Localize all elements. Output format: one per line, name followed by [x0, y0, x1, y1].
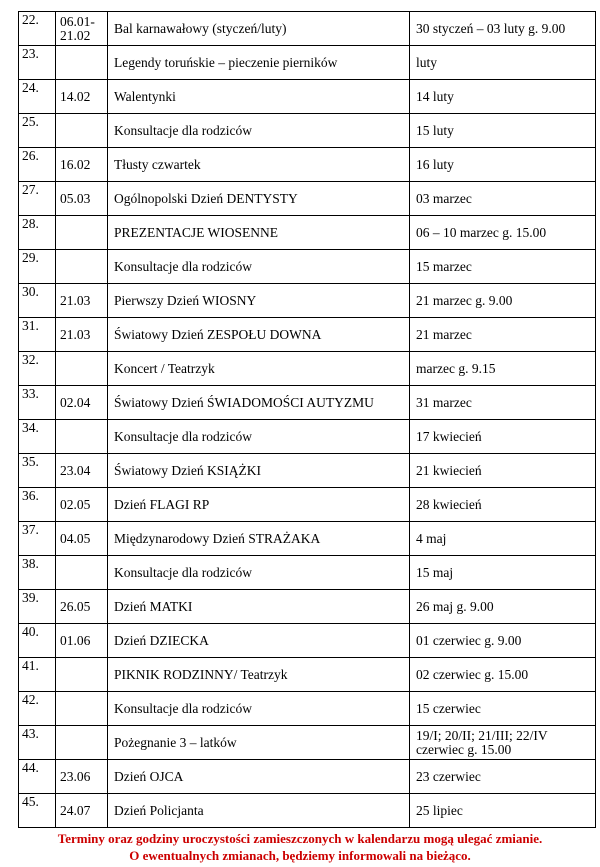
date-cell [56, 46, 108, 80]
date-cell: 04.05 [56, 522, 108, 556]
table-row [19, 46, 596, 80]
event-name-cell: Konsultacje dla rodziców [108, 692, 410, 726]
row-number-cell: 27. [19, 182, 56, 216]
row-number-cell: 32. [19, 352, 56, 386]
event-name-cell: Międzynarodowy Dzień STRAŻAKA [108, 522, 410, 556]
event-time-cell: luty [410, 46, 596, 80]
row-number-cell: 33. [19, 386, 56, 420]
table-row [19, 454, 596, 488]
row-number-cell: 34. [19, 420, 56, 454]
table-row [19, 386, 596, 420]
row-number-cell: 45. [19, 794, 56, 828]
row-number-cell: 40. [19, 624, 56, 658]
event-time-cell: 21 kwiecień [410, 454, 596, 488]
event-time-cell: 15 marzec [410, 250, 596, 284]
event-time-cell: 23 czerwiec [410, 760, 596, 794]
event-name-cell: Konsultacje dla rodziców [108, 250, 410, 284]
date-cell [56, 114, 108, 148]
date-cell: 26.05 [56, 590, 108, 624]
date-cell: 02.04 [56, 386, 108, 420]
date-cell [56, 726, 108, 760]
event-time-cell: 26 maj g. 9.00 [410, 590, 596, 624]
date-cell: 23.06 [56, 760, 108, 794]
event-time-cell: 02 czerwiec g. 15.00 [410, 658, 596, 692]
date-cell: 16.02 [56, 148, 108, 182]
event-time-cell: 16 luty [410, 148, 596, 182]
footer-note [0, 830, 600, 864]
row-number-cell: 39. [19, 590, 56, 624]
event-name-cell: Dzień FLAGI RP [108, 488, 410, 522]
table-row [19, 114, 596, 148]
table-row [19, 522, 596, 556]
table-row [19, 692, 596, 726]
event-name-cell: Bal karnawałowy (styczeń/luty) [108, 12, 410, 46]
date-cell: 05.03 [56, 182, 108, 216]
event-time-cell: 21 marzec g. 9.00 [410, 284, 596, 318]
table-row [19, 658, 596, 692]
event-name-cell: Dzień MATKI [108, 590, 410, 624]
date-cell [56, 250, 108, 284]
event-time-cell: 25 lipiec [410, 794, 596, 828]
row-number-cell: 37. [19, 522, 56, 556]
event-name-cell: Światowy Dzień KSIĄŻKI [108, 454, 410, 488]
event-name-cell: Światowy Dzień ZESPOŁU DOWNA [108, 318, 410, 352]
event-name-cell: Dzień DZIECKA [108, 624, 410, 658]
event-time-cell: 17 kwiecień [410, 420, 596, 454]
date-cell: 21.03 [56, 284, 108, 318]
row-number-cell: 30. [19, 284, 56, 318]
event-time-cell: 19/I; 20/II; 21/III; 22/IV czerwiec g. 15.00 [410, 726, 596, 760]
event-time-cell: 15 luty [410, 114, 596, 148]
row-number-cell: 44. [19, 760, 56, 794]
event-time-cell: 28 kwiecień [410, 488, 596, 522]
footer-note-line-2: O ewentualnych zmianach, będziemy informowali na bieżąco. [129, 848, 471, 863]
event-time-cell: 15 maj [410, 556, 596, 590]
event-name-cell: Konsultacje dla rodziców [108, 556, 410, 590]
table-row [19, 182, 596, 216]
date-cell: 14.02 [56, 80, 108, 114]
table-row [19, 318, 596, 352]
event-name-cell: Konsultacje dla rodziców [108, 420, 410, 454]
event-name-cell: Pożegnanie 3 – latków [108, 726, 410, 760]
table-row [19, 590, 596, 624]
date-cell: 24.07 [56, 794, 108, 828]
event-name-cell: Legendy toruńskie – pieczenie pierników [108, 46, 410, 80]
events-calendar-table [18, 11, 596, 828]
date-cell: 02.05 [56, 488, 108, 522]
table-row [19, 488, 596, 522]
event-time-cell: 31 marzec [410, 386, 596, 420]
event-time-cell: 4 maj [410, 522, 596, 556]
date-cell: 23.04 [56, 454, 108, 488]
table-row [19, 250, 596, 284]
row-number-cell: 31. [19, 318, 56, 352]
event-time-cell: 01 czerwiec g. 9.00 [410, 624, 596, 658]
event-name-cell: Dzień Policjanta [108, 794, 410, 828]
row-number-cell: 26. [19, 148, 56, 182]
date-cell: 01.06 [56, 624, 108, 658]
event-time-cell: marzec g. 9.15 [410, 352, 596, 386]
row-number-cell: 35. [19, 454, 56, 488]
row-number-cell: 24. [19, 80, 56, 114]
table-row [19, 284, 596, 318]
event-name-cell: PIKNIK RODZINNY/ Teatrzyk [108, 658, 410, 692]
event-name-cell: Ogólnopolski Dzień DENTYSTY [108, 182, 410, 216]
event-name-cell: Światowy Dzień ŚWIADOMOŚCI AUTYZMU [108, 386, 410, 420]
row-number-cell: 41. [19, 658, 56, 692]
event-time-cell: 21 marzec [410, 318, 596, 352]
row-number-cell: 28. [19, 216, 56, 250]
event-time-cell: 03 marzec [410, 182, 596, 216]
date-cell [56, 692, 108, 726]
row-number-cell: 23. [19, 46, 56, 80]
date-cell [56, 658, 108, 692]
date-cell: 06.01-21.02 [56, 12, 108, 46]
table-row [19, 148, 596, 182]
event-time-cell: 15 czerwiec [410, 692, 596, 726]
row-number-cell: 25. [19, 114, 56, 148]
row-number-cell: 22. [19, 12, 56, 46]
table-row [19, 624, 596, 658]
row-number-cell: 29. [19, 250, 56, 284]
row-number-cell: 38. [19, 556, 56, 590]
event-name-cell: Tłusty czwartek [108, 148, 410, 182]
event-name-cell: Walentynki [108, 80, 410, 114]
table-row [19, 80, 596, 114]
event-name-cell: Koncert / Teatrzyk [108, 352, 410, 386]
event-name-cell: PREZENTACJE WIOSENNE [108, 216, 410, 250]
event-time-cell: 30 styczeń – 03 luty g. 9.00 [410, 12, 596, 46]
events-table-body [19, 12, 596, 828]
row-number-cell: 43. [19, 726, 56, 760]
event-time-cell: 06 – 10 marzec g. 15.00 [410, 216, 596, 250]
event-time-cell: 14 luty [410, 80, 596, 114]
date-cell: 21.03 [56, 318, 108, 352]
table-row [19, 760, 596, 794]
event-name-cell: Konsultacje dla rodziców [108, 114, 410, 148]
table-row [19, 556, 596, 590]
table-row [19, 12, 596, 46]
table-row [19, 794, 596, 828]
row-number-cell: 42. [19, 692, 56, 726]
date-cell [56, 420, 108, 454]
table-row [19, 216, 596, 250]
table-row [19, 726, 596, 760]
date-cell [56, 216, 108, 250]
date-cell [56, 556, 108, 590]
date-cell [56, 352, 108, 386]
table-row [19, 352, 596, 386]
event-name-cell: Pierwszy Dzień WIOSNY [108, 284, 410, 318]
footer-note-line-1: Terminy oraz godziny uroczystości zamieszczonych w kalendarzu mogą ulegać zmianie. [57, 831, 543, 846]
table-row [19, 420, 596, 454]
event-name-cell: Dzień OJCA [108, 760, 410, 794]
row-number-cell: 36. [19, 488, 56, 522]
